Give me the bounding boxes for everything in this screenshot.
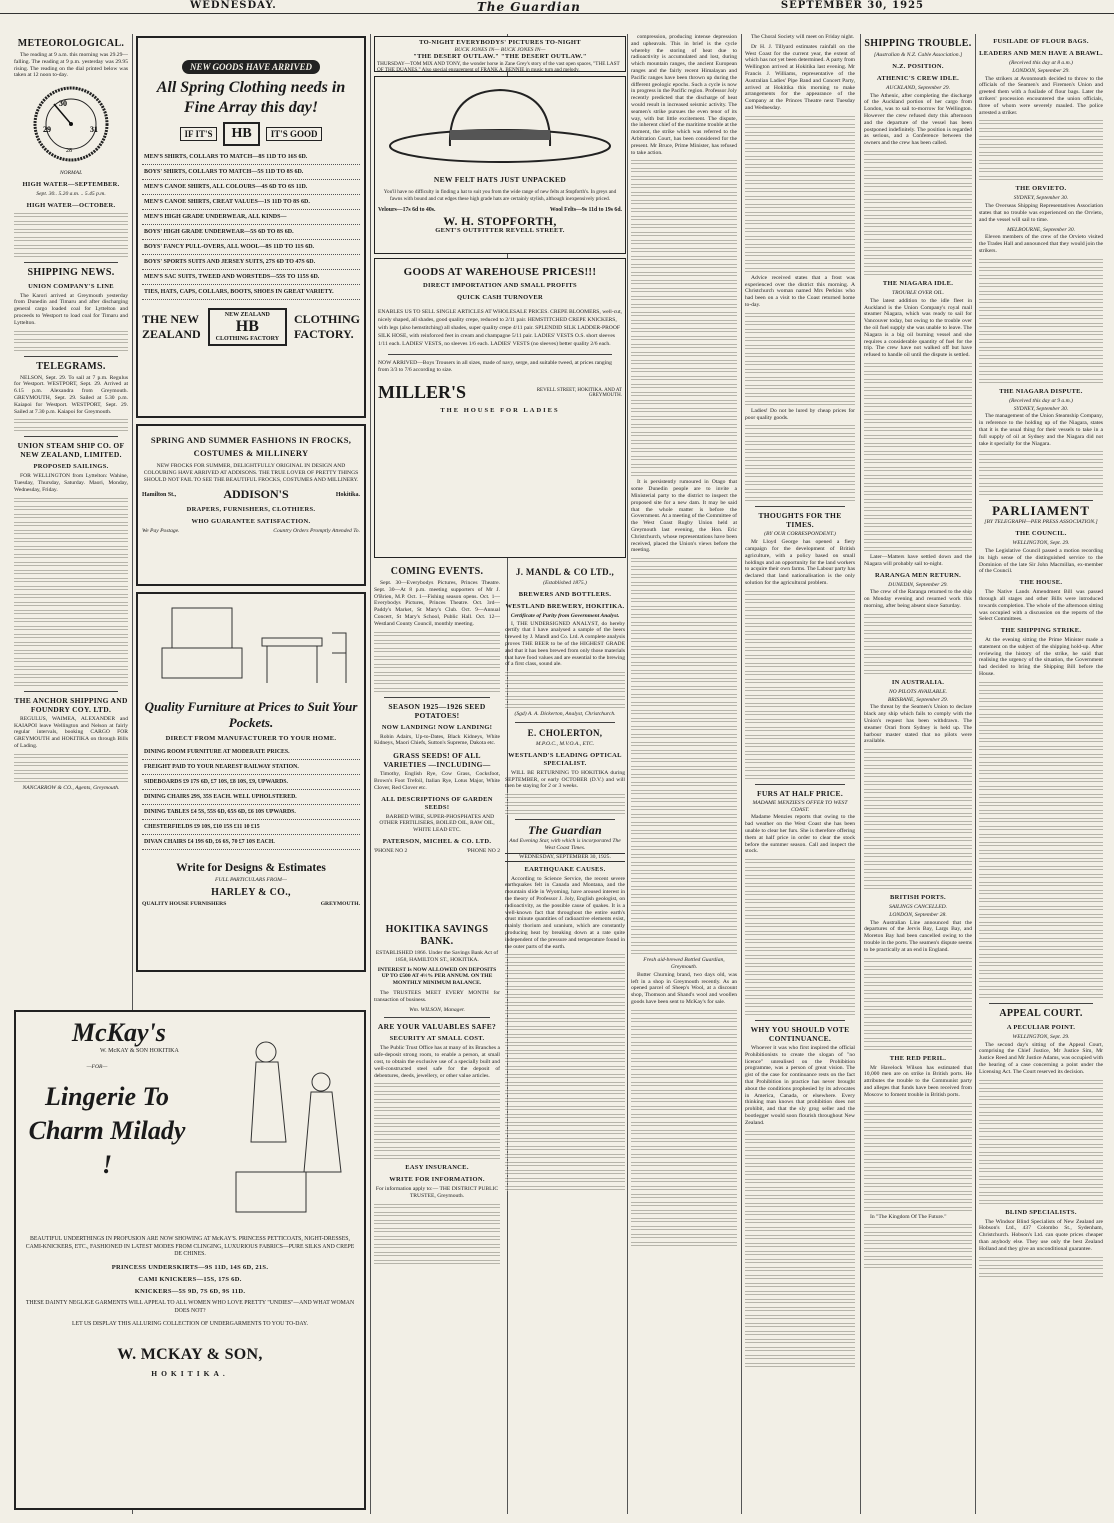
stopforth-ad	[374, 76, 626, 254]
red-peril-text: Mr Havelock Wilson has estimated that 10,000 men are on strike in British ports. He attributes the trouble to the Communist party and alleges that funds have been received from Moscow to foment trouble in British ports.	[864, 1064, 972, 1098]
column-rule	[741, 34, 742, 1514]
strike-text: At the evening sitting the Prime Minister made a statement on the subject of the shipping hold-up. After reviewing the history of the strike, he said that realising the urgency of the situation, the Government had decided to bring the Shipping Bill before the House.	[979, 637, 1103, 678]
stopforth-sub: GENT'S OUTFITTER REVELL STREET.	[435, 227, 565, 235]
niagara-dispute-text: The management of the Union Steamship Company, in reference to the holding up of the Niagara, states that it is the usual thing for their vessels to take in a full supply of oil at Sydney and the Niagara did not take it specially for the Niagara.	[979, 413, 1103, 447]
westland-brewery: WESTLAND BREWERY, HOKITIKA.	[505, 602, 625, 610]
hb-item-row: MEN'S HIGH GRADE UNDERWEAR, ALL KINDS—	[142, 210, 360, 225]
furniture-lines	[142, 745, 360, 850]
goods-text: ENABLES US TO SELL SINGLE ARTICLES AT WHOLESALE PRICES. CREPE BLOOMERS, well-cut, nicely shaped, all shades, good quality crepe, reduced to 2/11 pair. HEMSTITCHED CREPE KNICKERS, with legs (also hemstitching) all shades, super quality crepe 4/11 pair. SPLENDID SILK LADDER-PROOF SILK HOSE, with reinforced feet in cream and champagne 5/11 pair. LADIES' VESTS O.S. short sleeves 1/11 each. LADIES' VESTS, no sleeves 1/6 each. LADIES' VESTS (no sleeves) better quality 2/6 each.	[378, 309, 622, 347]
earthquake-title: EARTHQUAKE CAUSES.	[524, 865, 606, 873]
furs-title: FURS AT HALF PRICE.	[757, 788, 843, 798]
trouble-title: SHIPPING TROUBLE.	[864, 38, 972, 49]
spring-title: All Spring Clothing needs in Fine Array this day!	[156, 79, 346, 116]
house-title: THE HOUSE.	[1019, 579, 1063, 587]
blind-text: The Windsor Blind Specialists of New Zealand are Hobson's Ltd., 437 Colombo St., Sydenham, Christchurch. Hobson's Ltd. can quote prices cheaper than anybody else. They use only the best Zealand Holland and they give an unconditional guarantee.	[979, 1218, 1103, 1252]
svg-text:31: 31	[90, 125, 98, 135]
security-label: SECURITY AT SMALL COST.	[389, 1035, 485, 1043]
frocks-text: NEW FROCKS FOR SUMMER, DELIGHTFULLY ORIGINAL IN DESIGN AND COLOURING HAVE ARRIVED AT ADDISONS. THE TRUE LOVER OF PRETTY THINGS SHOULD NOT FAIL TO SEE THE BEAUTIFUL FROCKS, COSTUMES AND MILLINERY.	[143, 463, 359, 483]
article-text-2: It is persistently rumoured in Otago that some Dunedin people are to invite a Ministerial party to the district to inspect the proposed site for a new dam. It may be said that the whole matter is before the Government. At a meeting of the Committee of the West Coast Rugby Union held at Greymouth last evening, the Hon. Eric Christchurch, whose representations have been received, placed the Union's views before the meeting.	[631, 479, 737, 554]
svg-text:30: 30	[59, 99, 67, 109]
frost-text: Advice received states that a frost was experienced over the district this morning. A Christchurch woman named Mrs Perkins who had been on a visit to the Coast returned home to-day.	[745, 274, 855, 308]
athenic-title: ATHENIC'S CREW IDLE.	[876, 74, 960, 82]
mandl-text: I, THE UNDERSIGNED ANALYST, do hereby certify that I have analysed a sample of the beers brewed by J. Mandl and Co. Ltd. A complete analysis proves THE BEER to be of the HIGHEST GRADE and that it has been brewed from only those materials that have food values and are essential to the brewing of a first class, sound ale.	[505, 620, 625, 668]
blind-title: BLIND SPECIALISTS.	[1005, 1208, 1077, 1216]
flour-text: The strikers at Avonmouth decided to throw to the officials of the Seamen's and Firemen's Union and greeted them with a fusilade of flour bags. Later the strikers' procession encountered the union officials, three of whom were severely mauled. The police arrested a striker.	[979, 75, 1103, 116]
dickerton-signature: (Sgd) A. A. Dickerton, Analyst, Christchurch.	[514, 711, 616, 718]
appeal-sub: A PECULIAR POINT.	[1006, 1023, 1076, 1031]
red-peril-title: THE RED PERIL.	[889, 1054, 947, 1062]
mckay-son-name: W. MCKAY & SON,	[117, 1345, 263, 1363]
wool-felts-price: Wool Felts—9s 11d to 19s 6d.	[549, 207, 622, 214]
easy-insurance: EASY INSURANCE.	[405, 1164, 469, 1172]
furniture-price-row: DINING CHAIRS 29S, 35S EACH. WELL UPHOLSTERED.	[142, 790, 360, 805]
velours-price: Velours—17s 6d to 40s.	[378, 207, 436, 214]
write-info: WRITE FOR INFORMATION.	[389, 1176, 485, 1184]
earthquake-text: According to Science Service, the recent severe earthquakes felt in Canada and Montana, and the mountain slide in Wyoming, have aroused interest in the theory of Professor J. Joly, English geologist, on radioactivity, as the possible cause of quakes. It is a well-known fact that throughout the entire earth's crust minute quantities of radioactive elements exist, mainly thorium and uranium, which are constantly producing heat by breaking down at a rate quite independent of the pressure and temperature found in the outer parts of the earth.	[505, 875, 625, 950]
the-new-label: THE NEW	[142, 312, 200, 326]
cami-price: CAMI KNICKERS—15S, 17S 6D.	[138, 1276, 242, 1284]
felt-hat-illustration-icon	[378, 80, 622, 166]
furs-text: Madame Menzies reports that owing to the bad weather on the West Coast she has been unable to clear her furs. She is therefore offering them at half price in order to clear the stock before the summer season. Call and inspect the stock.	[745, 814, 855, 855]
sailings-text: FOR WELLINGTON from Lyttelton: Wahine, Tuesday, Thursday, Saturday. Maori, Monday, Wednesday, Friday.	[14, 473, 128, 493]
knickers-price: KNICKERS—5S 9D, 7S 6D, 9S 11D.	[134, 1288, 246, 1296]
london-text: The Australian Line announced that the departures of the Jervis Bay, Largs Bay, and Moreton Bay had been cancelled owing to the trouble in the ports. The seamen's dispute seems to be practically at an end in England.	[864, 919, 972, 953]
niagara-idle-title: THE NIAGARA IDLE.	[882, 279, 954, 287]
tonight-label: TO-NIGHT EVERYBODYS' PICTURES TO-NIGHT	[419, 39, 581, 46]
column-3a	[374, 562, 500, 917]
thoughts-text: Mr Lloyd George has opened a fiery campaign for the development of British agriculture, with a policy based on small holdings and an opportunity for the land workers to acquire their own farms. The Labour party has declared that land nationalisation is the only solution for the agricultural problem.	[745, 539, 855, 586]
zealand-label: ZEALAND	[142, 327, 201, 341]
shipping-title: SHIPPING NEWS.	[27, 266, 115, 278]
dainty-text: THESE DAINTY NEGLIGE GARMENTS WILL APPEAL TO ALL WOMEN WHO LOVE PRETTY "UNDIES"—AND WHAT WOMAN DOES NOT?	[25, 1300, 355, 1314]
lingerie-figures-illustration-icon	[216, 1022, 356, 1252]
harley-furniture-ad	[136, 592, 366, 972]
flour-dateline: LONDON, September 29.	[1012, 67, 1070, 74]
barometer-dial-icon	[14, 82, 128, 166]
orvieto-text: The Overseas Shipping Representatives Association states that no trouble was experienced on the Orvieto, and the vessel will sail to time.	[979, 203, 1103, 223]
usscl-title: UNION STEAM SHIP CO. OF NEW ZEALAND, LIMITED.	[17, 441, 125, 460]
furniture-price-row: DIVAN CHAIRS £4 19S 6D, £6 6S, 70 £7 10S EACH.	[142, 835, 360, 850]
column-4	[631, 34, 737, 1479]
orvieto-title: THE ORVIETO.	[1015, 185, 1067, 193]
its-good-label: IT'S GOOD	[266, 127, 323, 141]
niagara-dateline: SYDNEY, September 30.	[1013, 405, 1069, 412]
grass-list: Timothy, English Rye, Cow Grass, Cocksfoot, Brown's Foot Trefoil, Italian Rye, Lotus Major, White Clover, Red Clover etc.	[374, 771, 500, 791]
anchor-text: REGULUS, WAIMEA, ALEXANDER and KAIAPOI leave Wellington and Nelson at fairly regular intervals, booking CARGO FOR GREYMOUTH and HOKITIKA on through Bills of Lading.	[14, 715, 128, 749]
raranga-title: RARANGA MEN RETURN.	[874, 571, 962, 579]
harley-town: GREYMOUTH.	[320, 901, 360, 907]
masthead-date: SEPTEMBER 30, 1925	[780, 0, 924, 11]
clothing-factory-label: CLOTHING FACTORY	[215, 336, 280, 342]
appeal-title: APPEAL COURT.	[999, 1007, 1083, 1019]
princess-price: PRINCESS UNDERSKIRTS—9S 11D, 14S 6D, 21S.	[111, 1264, 269, 1272]
hb-items-list	[142, 150, 360, 300]
masthead-day: WEDNESDAY.	[190, 0, 277, 11]
phone-1: 'PHONE NO 2	[374, 847, 408, 854]
appeal-dateline: WELLINGTON, Sept. 29.	[1012, 1033, 1070, 1040]
brisbane-text: The threat by the Seamen's Union to declare black any ship which fails to comply with the Union's request has been withdrawn. The steamer Orari from Sydney is held up. The harbour master stated that no pilots were available.	[864, 704, 972, 745]
if-its-label: IF IT'S	[180, 127, 218, 141]
cholerton-name: E. CHOLERTON,	[527, 727, 603, 738]
interest-text: INTEREST Is NOW ALLOWED ON DEPOSITS UP TO £500 AT 4½% PER ANNUM. ON THE MONTHLY MINIMUM BALANCE.	[377, 966, 497, 987]
column-6	[864, 34, 972, 1479]
niagara-recv: (Received this day at 9 a.m.)	[1009, 397, 1073, 404]
hsb-title: HOKITIKA SAVINGS BANK.	[385, 924, 489, 947]
hb-logo-large: HB	[235, 318, 259, 335]
met-title: METEOROLOGICAL.	[17, 38, 125, 49]
quick-cash: QUICK CASH TURNOVER	[456, 294, 544, 301]
district-text: For information apply to:— THE DISTRICT PUBLIC TRUSTEE, Greymouth.	[375, 1186, 499, 1200]
potatoes-list: Robin Adairs, Up-to-Dates, Black Kidneys, White Kidneys, Maori Chiefs, Sutton's Supreme, Dakota etc.	[374, 733, 500, 747]
house-text: The Native Lands Amendment Bill was passed through all stages and other Bills were introduced towards completion. The whole of the afternoon sitting was occupied with a discussion on the reports of the Select Committees.	[979, 589, 1103, 623]
barbed-text: BARBED WIRE, SUPER-PHOSPHATES AND OTHER FERTILISERS, BOILED OIL, RAW OIL, WHITE LEAD ETC.	[379, 813, 495, 834]
mckay-town: HOKITIKA.	[151, 1368, 229, 1378]
orvieto-dateline: SYDNEY, September 30.	[1013, 195, 1069, 202]
thursday-text: THURSDAY—TOM MIX AND TONY, the wonder horse in Zane Grey's story of the vast open spaces, "THE LAST OF THE DUANES." Also special engagement of FRANK A. BENNIE in music turn and melody.	[377, 61, 620, 72]
mckays-logo: McKay's	[72, 1018, 166, 1047]
appeal-text: The second day's sitting of the Appeal Court, comprising the Chief Justice, Mr Justice Sim, Mr Justice Reed and Mr Justice Adams, was occupied with the hearing of a case concerning a point under the Licensing Act. The Court reserved its decision.	[979, 1041, 1103, 1075]
hb-item-row: TIES, HATS, CAPS, COLLARS, BOOTS, SHOES IN GREAT VARIETY.	[142, 285, 360, 300]
phone-2: 'PHONE NO 2	[466, 847, 500, 854]
grass-title: GRASS SEEDS! OF ALL VARIETIES —INCLUDING—	[383, 751, 491, 770]
millers-name: MILLER'S	[378, 382, 467, 403]
high-water-oct: HIGH WATER—OCTOBER.	[26, 201, 116, 209]
nz-position: N.Z. POSITION.	[892, 62, 944, 70]
shipping-text: The Karori arrived at Greymouth yesterday from Dunedin and Timaru and after discharging general cargo loaded coal for Lyttelton and proceeds to Westport to load coal for Timaru and Lyttelton.	[14, 292, 128, 326]
column-5	[745, 34, 855, 1479]
dial-label: NORMAL	[59, 169, 83, 176]
melbourne-dateline: MELBOURNE, September 30.	[1006, 226, 1076, 233]
column-3c	[505, 562, 625, 1480]
dunedin-dateline: DUNEDIN, September 29.	[888, 581, 948, 588]
athenic-text: The Athenic, after completing the discharge of the Auckland portion of her cargo from London, was to sail to-morrow for Wellington. However the crew refused duty this afternoon and the departure of the vessel has been postponed indefinitely. The position is regarded as serious, and a Conference between the owners and the crew has been called.	[864, 92, 972, 147]
country-orders: Country Orders Promptly Attended To.	[273, 528, 360, 534]
hokitika-label: Hokitika.	[335, 491, 360, 498]
now-arrived: NOW ARRIVED—Boys Trousers in all sizes, made of navy, serge, and suitable tweed, at prices ranging from 3/3 to 7/6 according to size.	[378, 360, 612, 374]
telegrams-text: NELSON, Sept. 29. To sail at 7 p.m. Regulus for Westport. WESTPORT, Sept. 29. Arrived at 6.15 p.m. Alexandra from Greymouth. GREYMOUTH, Sept. 29. Sailed at 5.30 p.m. Kaiapoi for Westport. WESTPORT, Sept. 29. Sailed at 7.30 p.m. Kaiapoi for Greymouth.	[14, 374, 128, 415]
harley-name: HARLEY & CO.,	[211, 887, 291, 898]
garden-seeds: ALL DESCRIPTIONS OF GARDEN SEEDS!	[381, 795, 493, 811]
proposed-sailings: PROPOSED SAILINGS.	[33, 463, 109, 471]
addisons-ad	[136, 424, 366, 586]
guardian-short: Fresh aid-brewed Bottled Guardian, Greymouth.	[643, 957, 725, 970]
mckays-sub: W. McKAY & SON HOKITIKA	[100, 1048, 179, 1054]
full-particulars: FULL PARTICULARS FROM—	[215, 877, 287, 883]
direct-import: DIRECT IMPORTATION AND SMALL PROFITS	[423, 282, 577, 289]
british-sub: SAILINGS CANCELLED.	[888, 904, 948, 911]
vote-title: WHY YOU SHOULD VOTE CONTINUANCE.	[750, 1025, 850, 1044]
hb-item-row: BOYS' SPORTS SUITS AND JERSEY SUITS, 27S 6D TO 47S 6D.	[142, 255, 360, 270]
hb-item-row: MEN'S CANOE SHIRTS, ALL COLOURS—4S 6D TO 6S 11D.	[142, 180, 360, 195]
valuables-text: The Public Trust Office has at many of its Branches a safe-deposit strong room, to enable a person, at small cost, to obtain the exclusive use of a specially built and well-constructed steel safe for the deposit of debentures, deeds, jewellery, or other value articles.	[374, 1045, 500, 1079]
masthead-paper: The Guardian	[476, 0, 581, 14]
auckland-dateline: AUCKLAND, September 29.	[885, 84, 950, 91]
parliament-sub: [BY TELEGRAPH—PER PRESS ASSOCIATION.]	[984, 519, 1098, 526]
raranga-text: The crew of the Raranga returned to the ship on Monday evening and resumed work this morning, after being absent since Saturday.	[864, 589, 972, 609]
hb-item-row: BOYS' FANCY PULL-OVERS, ALL WOOL—8S 11D TO 11S 6D.	[142, 240, 360, 255]
council-text: The Legislative Council passed a motion recording its high sense of the distinguished service to the Dominion of the late Sir John Macmillan, ex-member of the Council.	[979, 547, 1103, 575]
anchor-agent: NANCARROW & CO., Agents, Greymouth.	[22, 784, 120, 791]
parliament-title: PARLIAMENT	[992, 503, 1090, 519]
anchor-title: THE ANCHOR SHIPPING AND FOUNDRY COY. LTD.	[14, 695, 128, 714]
column-7	[979, 34, 1103, 1479]
stopforth-name: W. H. STOPFORTH,	[443, 214, 557, 229]
council-title: THE COUNCIL.	[1015, 530, 1067, 538]
column-rule	[370, 34, 371, 1514]
direct-label: DIRECT FROM MANUFACTURER TO YOUR HOME.	[165, 735, 337, 742]
vote-text: Whoever it was who first inspired the official Prohibitionists to create the slogan of "no licence" unrealised on the Prohibition programme, was a person of great vision. The gist of the case for continuance rests on the fact that Prohibition in practice has never brought about the conditions prophesied by its advocates in America, Canada, or elsewhere. Every thinking man knows that prohibition does not prohibit, and that the sly grog seller and the bootlegger would soon flourish throughout New Zealand.	[745, 1045, 855, 1126]
write-label: Write for Designs & Estimates	[176, 862, 326, 874]
kingdom-text: In "The Kingdom Of The Future."	[870, 1213, 947, 1220]
flour-sub: LEADERS AND MEN HAVE A BRAWL.	[979, 50, 1103, 57]
cholerton-text: WILL BE RETURNING TO HOKITIKA during SEPTEMBER, or early OCTOBER (D.V.) and will then be staying for 2 or 3 weeks.	[505, 769, 625, 790]
flour-title: FUSILADE OF FLOUR BAGS.	[993, 38, 1089, 45]
flour-recv: (Received this day at 8 a.m.)	[1009, 60, 1073, 66]
furniture-price-row: SIDEBOARDS £9 17S 6D, £7 10S, £8 10S, £9, UPWARDS.	[142, 775, 360, 790]
brisbane-dateline: BRISBANE, September 29.	[887, 696, 949, 703]
new-goods-banner: NEW GOODS HAVE ARRIVED	[182, 60, 320, 74]
buck-label: BUCK JONES IN— BUCK JONES IN—	[454, 47, 546, 53]
high-water-sept-row: Sept. 30.. 5.20 a.m. .. 5.45 p.m.	[36, 190, 106, 197]
furniture-illustration-icon	[142, 598, 360, 694]
melbourne-text: Eleven members of the crew of the Orvieto visited the Trades Hall and announced that they would join the strikers.	[979, 234, 1103, 254]
hb-logo: HB	[223, 122, 259, 146]
furniture-price-row: DINING ROOM FURNITURE AT MODERATE PRICES.	[142, 745, 360, 760]
hb-item-row: MEN'S CANOE SHIRTS, CREAT VALUES—1S 11D TO 8S 6D.	[142, 195, 360, 210]
column-rule	[627, 34, 628, 1514]
valuables-title: ARE YOUR VALUABLES SAFE?	[377, 1022, 497, 1032]
harley-sub: QUALITY HOUSE FURNISHERS	[142, 901, 227, 907]
choral-text: The Choral Society will meet on Friday night.	[751, 34, 855, 40]
furniture-price-row: DINING TABLES £4 5S, 55S 6D, 65S 6D, £6 10S UPWARDS.	[142, 805, 360, 820]
hsb-est: ESTABLISHED 1866. Under the Savings Bank Act of 1858, HAMILTON ST., HOKITIKA.	[375, 950, 499, 963]
millers-sub: THE HOUSE FOR LADIES	[440, 407, 560, 415]
drapers-label: DRAPERS, FURNISHERS, CLOTHIERS.	[186, 506, 316, 513]
for-label: —FOR—	[86, 1064, 108, 1070]
hats-title: NEW FELT HATS JUST UNPACKED	[433, 175, 567, 184]
guardian-date: WEDNESDAY, SEPTEMBER 30, 1925.	[505, 853, 625, 862]
australia-sub: NO PILOTS AVAILABLE.	[888, 688, 948, 695]
guardian-sub: And Evening Star, with which is incorporated The West Coast Times.	[509, 838, 621, 851]
landing-label: NOW LANDING! NOW LANDING!	[381, 723, 493, 731]
factory-label: FACTORY.	[293, 327, 354, 341]
guardian-name: The Guardian	[528, 823, 602, 838]
high-water-sept: HIGH WATER—SEPTEMBER.	[22, 180, 120, 188]
addisons-name: ADDISON'S	[223, 487, 289, 501]
pictures-ad	[374, 36, 626, 72]
coming-text: Sept. 30—Everybodys Pictures, Princes Theatre. Sept. 30—At 8 p.m. meeting supporters of Mr J. O'Brien, M.P. Oct. 1—Fishing season opens. Oct. 1—Everybodys Pictures, Princes Theatre. Oct. 3rd—Paddy's Market, St Mary's Club. Oct. 9—Annual Concert, St Mary's School, Public Hall. Oct. 12—Westland County Council, monthly meeting.	[374, 580, 500, 627]
paterson-name: PATERSON, MICHEL & CO. LTD.	[382, 837, 492, 845]
hb-clothing-ad	[136, 36, 366, 418]
telegrams-title: TELEGRAMS.	[36, 360, 106, 372]
london-dateline: LONDON, September 28.	[889, 911, 947, 918]
nz-label: NEW ZEALAND	[224, 312, 270, 318]
furniture-title: Quality Furniture at Prices to Suit Your Pockets.	[144, 699, 358, 730]
lingerie-text: BEAUTIFUL UNDERTHINGS IN PROFUSION ARE NOW SHOWING AT McKAY'S. PRINCESS PETTICOATS, NIGHT-DRESSES, CAMI-KNICKERS, ETC., FASHIONED IN LATEST MODES FROM CLINGING, LUXURIOUS FABRICS—PURE SILKS AND CREPE DE CHINES.	[25, 1236, 355, 1257]
wilson-signature: Wm. WILSON, Manager.	[409, 1006, 465, 1013]
article-5: Dr H. J. Tillyard estimates rainfall on the West Coast for the current year, the extent of which has not yet been determined. A party from Wellington arrived at Hokitika last evening. Mr Francis J. Williams, representative of the Australian Ladies' Pipe Band and Concert Party, arrived at Hokitika this morning to make arrangements for the appearance of the Company at the Princes Theatre next Tuesday and Wednesday.	[745, 43, 855, 111]
column-rule	[975, 34, 976, 1514]
furniture-price-row: CHESTERFIELDS £9 10S, £10 15S £11 10 £15	[142, 820, 360, 835]
clothing-label: CLOTHING	[293, 312, 360, 326]
hb-item-row: MEN'S SHIRTS, COLLARS TO MATCH—8S 11D TO 16S 6D.	[142, 150, 360, 165]
article-text-1: compression, producing intense depression and upheavals. This in brief is the cycle whereby the storing of heat due to radioactivity is accumulated and lost, during which mountain ranges, the ancient European ranges and the fairly recent Himalayan and Pacific ranges have been thrown up during the different geologic epochs. Such a cycle is now in progress in the Pacific region. Professor Joly recently predicted that the discharge of heat would result in increased seismic activity. The seamen's strike pursues the even tenor of its way, with but little excitement. The dispute, the inherent chief of the maritime trouble at the moment, the strike which was referred to the Arbitration Court, has been considered for the present. Mr Bruce, Prime Minister, has refused to take action.	[631, 34, 737, 156]
mandl-name: J. MANDL & CO LTD.,	[515, 567, 615, 577]
lingerie-title: Lingerie To Charm Milady !	[28, 1082, 186, 1179]
trouble-sub: [Australian & N.Z. Cable Association.]	[873, 52, 963, 58]
certificate-label: Certificate of Purity from Government Analyst.	[510, 612, 620, 619]
article-text-3: Butter Churning brand, two days old, was left in a shop in Greymouth recently. As an opened parcel of Sheep's Wool, at a discount shop, Thomson and Shand's wool and woollen goods have been sent to McKay's for sale.	[631, 971, 737, 1005]
mckays-lingerie-ad	[14, 1010, 366, 1510]
svg-text:28: 28	[66, 148, 72, 155]
australia-title: IN AUSTRALIA.	[891, 678, 945, 686]
let-us-text: LET US DISPLAY THIS ALLURING COLLECTION OF UNDERGARMENTS TO YOU TO-DAY.	[72, 1321, 308, 1328]
goods-title: GOODS AT WAREHOUSE PRICES!!!	[403, 266, 597, 278]
frocks-title: SPRING AND SUMMER FASHIONS IN FROCKS, COSTUMES & MILLINERY	[150, 435, 352, 458]
masthead	[0, 0, 1114, 14]
hb-item-row: BOYS' SHIRTS, COLLARS TO MATCH—5S 11D TO 8S 6D.	[142, 165, 360, 180]
optical-label: WESTLAND'S LEADING OPTICAL SPECIALIST.	[508, 751, 622, 767]
satisfaction-label: WHO GUARANTEE SATISFACTION.	[191, 518, 311, 525]
millers-ad	[374, 258, 626, 558]
british-title: BRITISH PORTS.	[890, 894, 946, 902]
coming-title: COMING EVENTS.	[390, 566, 484, 577]
ad-text: Ladies! Do not be lured by cheap prices for poor quality goods.	[745, 407, 855, 421]
furs-sub: MADAME MENZIES'S OFFER TO WEST COAST.	[752, 799, 848, 813]
hats-text: You'll have no difficulty in finding a hat to suit you from the wide range of new felts at Stopforth's. In greys and fawns with bound and cut edges these high grade hats are certainly stylish, although inexpensively priced.	[383, 189, 617, 202]
brewers-label: BREWERS AND BOTTLERS.	[518, 590, 612, 598]
met-text: The reading at 9 a.m. this morning was 29.29—falling. The reading at 9 p.m. yesterday was 29.95 rising. The reading on the dial printed below was taken at 12 noon to-day.	[14, 52, 128, 79]
trustees-text: The TRUSTEES MEET EVERY MONTH for transaction of business.	[374, 989, 500, 1003]
thoughts-title: THOUGHTS FOR THE TIMES.	[758, 511, 842, 530]
union-title: UNION COMPANY'S LINE	[28, 282, 114, 290]
matters-text: Later—Matters have settled down and the Niagara will probably sail to-night.	[864, 553, 972, 567]
hamilton-label: Hamilton St.,	[142, 491, 177, 498]
season-title: SEASON 1925—1926 SEED POTATOES!	[388, 701, 486, 720]
niagara-idle-sub: TROUBLE OVER OIL.	[891, 289, 945, 296]
niagara-idle-text: The latest addition to the idle fleet in Auckland is the Union Company's royal mail steamer Niagara, which was ready to sail for Vancouver today, but owing to the trouble over the oil fuel supply she was unable to leave. The Niagara is a big oil burning vessel and she requires a considerable quantity of fuel for the trip. The crew have not walked off but have refused to handle oil until the dispute is settled.	[864, 297, 972, 359]
cholerton-sub: M.P.O.C., M.V.O.A., ETC.	[535, 740, 595, 747]
svg-text:29: 29	[43, 125, 51, 135]
council-dateline: WELLINGTON, Sept. 29.	[1012, 540, 1070, 547]
column-rule	[860, 34, 861, 1514]
pay-postage: We Pay Postage.	[142, 528, 180, 534]
hb-item-row: BOYS' HIGH GRADE UNDERWEAR—5S 6D TO 8S 6D.	[142, 225, 360, 240]
desert-label: "THE DESERT OUTLAW." "THE DESERT OUTLAW."	[413, 53, 587, 60]
thoughts-sub: (BY OUR CORRESPONDENT.)	[764, 531, 836, 538]
hb-item-row: MEN'S SAC SUITS, TWEED AND WORSTEDS—55S TO 115S 6D.	[142, 270, 360, 285]
strike-title: THE SHIPPING STRIKE.	[1000, 627, 1082, 635]
niagara-dispute-title: THE NIAGARA DISPUTE.	[999, 387, 1083, 395]
furniture-price-row: FREIGHT PAID TO YOUR NEAREST RAILWAY STATION.	[142, 760, 360, 775]
column-3b	[374, 920, 500, 1480]
mandl-est: (Established 1875.)	[543, 580, 587, 586]
millers-addr: REVELL STREET, HOKITIKA. AND AT GREYMOUTH.	[536, 387, 622, 398]
